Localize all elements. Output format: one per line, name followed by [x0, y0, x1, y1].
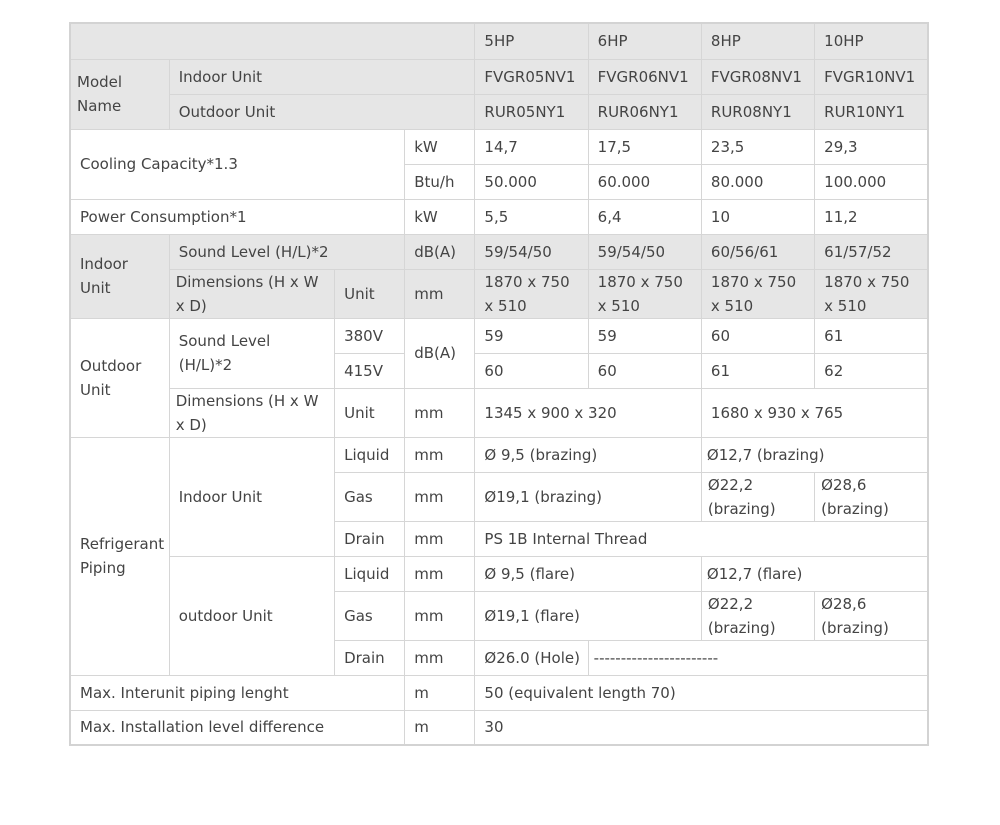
cooling-kw-5hp: 14,7	[475, 129, 588, 164]
power-5hp: 5,5	[475, 199, 588, 234]
pipe-in-liquid-label: Liquid	[335, 437, 405, 472]
pipe-out-drain-unit: mm	[405, 640, 475, 675]
table-row-model-indoor	[70, 59, 928, 94]
cooling-unit-btu: Btu/h	[405, 164, 475, 199]
refrigerant-piping-label: Refrigerant Piping	[70, 437, 169, 675]
indoor-sound-10hp: 61/57/52	[815, 234, 928, 269]
outdoor-unit-label: Outdoor Unit	[70, 318, 169, 437]
pipe-in-gas-unit: mm	[405, 472, 475, 521]
outdoor-sound-380-5hp: 59	[475, 318, 588, 353]
spec-table-container	[69, 22, 929, 746]
pipe-out-liquid-unit: mm	[405, 556, 475, 591]
indoor-model-6hp: FVGR06NV1	[588, 59, 701, 94]
cooling-capacity-label: Cooling Capacity*1.3	[70, 129, 405, 199]
pipe-in-gas-8hp: Ø22,2 (brazing)	[701, 472, 814, 521]
pipe-in-gas-label: Gas	[335, 472, 405, 521]
pipe-in-gas-10hp: Ø28,6 (brazing)	[815, 472, 928, 521]
pipe-out-liquid-8-10hp: Ø12,7 (flare)	[701, 556, 928, 591]
model-name-label: Model Name	[70, 59, 169, 129]
indoor-dims-label: Dimensions (H x W x D)	[169, 269, 334, 318]
power-6hp: 6,4	[588, 199, 701, 234]
level-diff-unit: m	[405, 710, 475, 745]
outdoor-sound-415-6hp: 60	[588, 353, 701, 388]
table-row-level-diff	[70, 710, 928, 745]
table-row-pipe-out-liquid	[70, 556, 928, 591]
piping-indoor-label: Indoor Unit	[169, 437, 334, 556]
piping-outdoor-label: outdoor Unit	[169, 556, 334, 675]
table-row-outdoor-sound-380	[70, 318, 928, 353]
level-diff-value: 30	[475, 710, 928, 745]
outdoor-sound-415-8hp: 61	[701, 353, 814, 388]
pipe-in-liquid-8-10hp: Ø12,7 (brazing)	[701, 437, 928, 472]
power-unit: kW	[405, 199, 475, 234]
pipe-out-drain-5hp: Ø26.0 (Hole)	[475, 640, 588, 675]
indoor-dims-unit: mm	[405, 269, 475, 318]
pipe-in-drain-unit: mm	[405, 521, 475, 556]
outdoor-model-8hp: RUR08NY1	[701, 94, 814, 129]
outdoor-sound-415-5hp: 60	[475, 353, 588, 388]
table-row-outdoor-dims	[70, 388, 928, 437]
pipe-in-gas-5-6hp: Ø19,1 (brazing)	[475, 472, 702, 521]
outdoor-dims-5-6hp: 1345 x 900 x 320	[475, 388, 702, 437]
outdoor-voltage-380: 380V	[335, 318, 405, 353]
pipe-out-liquid-label: Liquid	[335, 556, 405, 591]
indoor-sound-6hp: 59/54/50	[588, 234, 701, 269]
power-consumption-label: Power Consumption*1	[70, 199, 405, 234]
cooling-kw-6hp: 17,5	[588, 129, 701, 164]
outdoor-dims-unit: mm	[405, 388, 475, 437]
indoor-sound-unit: dB(A)	[405, 234, 475, 269]
pipe-in-liquid-unit: mm	[405, 437, 475, 472]
outdoor-model-5hp: RUR05NY1	[475, 94, 588, 129]
pipe-out-liquid-5-6hp: Ø 9,5 (flare)	[475, 556, 702, 591]
outdoor-dims-label: Dimensions (H x W x D)	[169, 388, 334, 437]
power-10hp: 11,2	[815, 199, 928, 234]
pipe-out-drain-label: Drain	[335, 640, 405, 675]
outdoor-sound-415-10hp: 62	[815, 353, 928, 388]
pipe-in-liquid-5-6hp: Ø 9,5 (brazing)	[475, 437, 702, 472]
pipe-out-gas-label: Gas	[335, 591, 405, 640]
table-row-cooling-kw	[70, 129, 928, 164]
outdoor-sound-380-8hp: 60	[701, 318, 814, 353]
hp-8: 8HP	[701, 23, 814, 59]
table-row-power	[70, 199, 928, 234]
table-row-model-outdoor	[70, 94, 928, 129]
indoor-dims-6hp: 1870 x 750 x 510	[588, 269, 701, 318]
pipe-out-gas-unit: mm	[405, 591, 475, 640]
cooling-btu-5hp: 50.000	[475, 164, 588, 199]
outdoor-dims-sub: Unit	[335, 388, 405, 437]
indoor-sound-8hp: 60/56/61	[701, 234, 814, 269]
table-row-indoor-dims	[70, 269, 928, 318]
indoor-dims-10hp: 1870 x 750 x 510	[815, 269, 928, 318]
outdoor-model-10hp: RUR10NY1	[815, 94, 928, 129]
spec-table	[69, 22, 929, 746]
pipe-out-drain-rest: -----------------------	[588, 640, 928, 675]
pipe-out-gas-8hp: Ø22,2 (brazing)	[701, 591, 814, 640]
indoor-dims-8hp: 1870 x 750 x 510	[701, 269, 814, 318]
pipe-out-gas-10hp: Ø28,6 (brazing)	[815, 591, 928, 640]
interunit-value: 50 (equivalent length 70)	[475, 675, 928, 710]
indoor-sound-5hp: 59/54/50	[475, 234, 588, 269]
outdoor-voltage-415: 415V	[335, 353, 405, 388]
hp-6: 6HP	[588, 23, 701, 59]
pipe-out-gas-5-6hp: Ø19,1 (flare)	[475, 591, 702, 640]
hp-5: 5HP	[475, 23, 588, 59]
outdoor-sound-label: Sound Level (H/L)*2	[169, 318, 334, 388]
indoor-dims-5hp: 1870 x 750 x 510	[475, 269, 588, 318]
outdoor-model-6hp: RUR06NY1	[588, 94, 701, 129]
cooling-btu-6hp: 60.000	[588, 164, 701, 199]
cooling-kw-8hp: 23,5	[701, 129, 814, 164]
cooling-btu-8hp: 80.000	[701, 164, 814, 199]
indoor-model-10hp: FVGR10NV1	[815, 59, 928, 94]
cooling-btu-10hp: 100.000	[815, 164, 928, 199]
outdoor-dims-8-10hp: 1680 x 930 x 765	[701, 388, 928, 437]
table-row-interunit	[70, 675, 928, 710]
indoor-unit-label: Indoor Unit	[70, 234, 169, 318]
indoor-model-8hp: FVGR08NV1	[701, 59, 814, 94]
cooling-kw-10hp: 29,3	[815, 129, 928, 164]
table-row-hp	[70, 23, 928, 59]
outdoor-sound-unit: dB(A)	[405, 318, 475, 388]
hp-10: 10HP	[815, 23, 928, 59]
outdoor-sound-380-6hp: 59	[588, 318, 701, 353]
model-indoor-label: Indoor Unit	[169, 59, 475, 94]
power-8hp: 10	[701, 199, 814, 234]
model-outdoor-label: Outdoor Unit	[169, 94, 475, 129]
cooling-unit-kw: kW	[405, 129, 475, 164]
indoor-sound-label: Sound Level (H/L)*2	[169, 234, 405, 269]
pipe-in-drain-label: Drain	[335, 521, 405, 556]
interunit-label: Max. Interunit piping lenght	[70, 675, 405, 710]
outdoor-sound-380-10hp: 61	[815, 318, 928, 353]
interunit-unit: m	[405, 675, 475, 710]
table-row-pipe-in-liquid	[70, 437, 928, 472]
header-blank-cell	[70, 23, 475, 59]
table-row-indoor-sound	[70, 234, 928, 269]
indoor-dims-sub: Unit	[335, 269, 405, 318]
indoor-model-5hp: FVGR05NV1	[475, 59, 588, 94]
pipe-in-drain-value: PS 1B Internal Thread	[475, 521, 928, 556]
level-diff-label: Max. Installation level difference	[70, 710, 405, 745]
